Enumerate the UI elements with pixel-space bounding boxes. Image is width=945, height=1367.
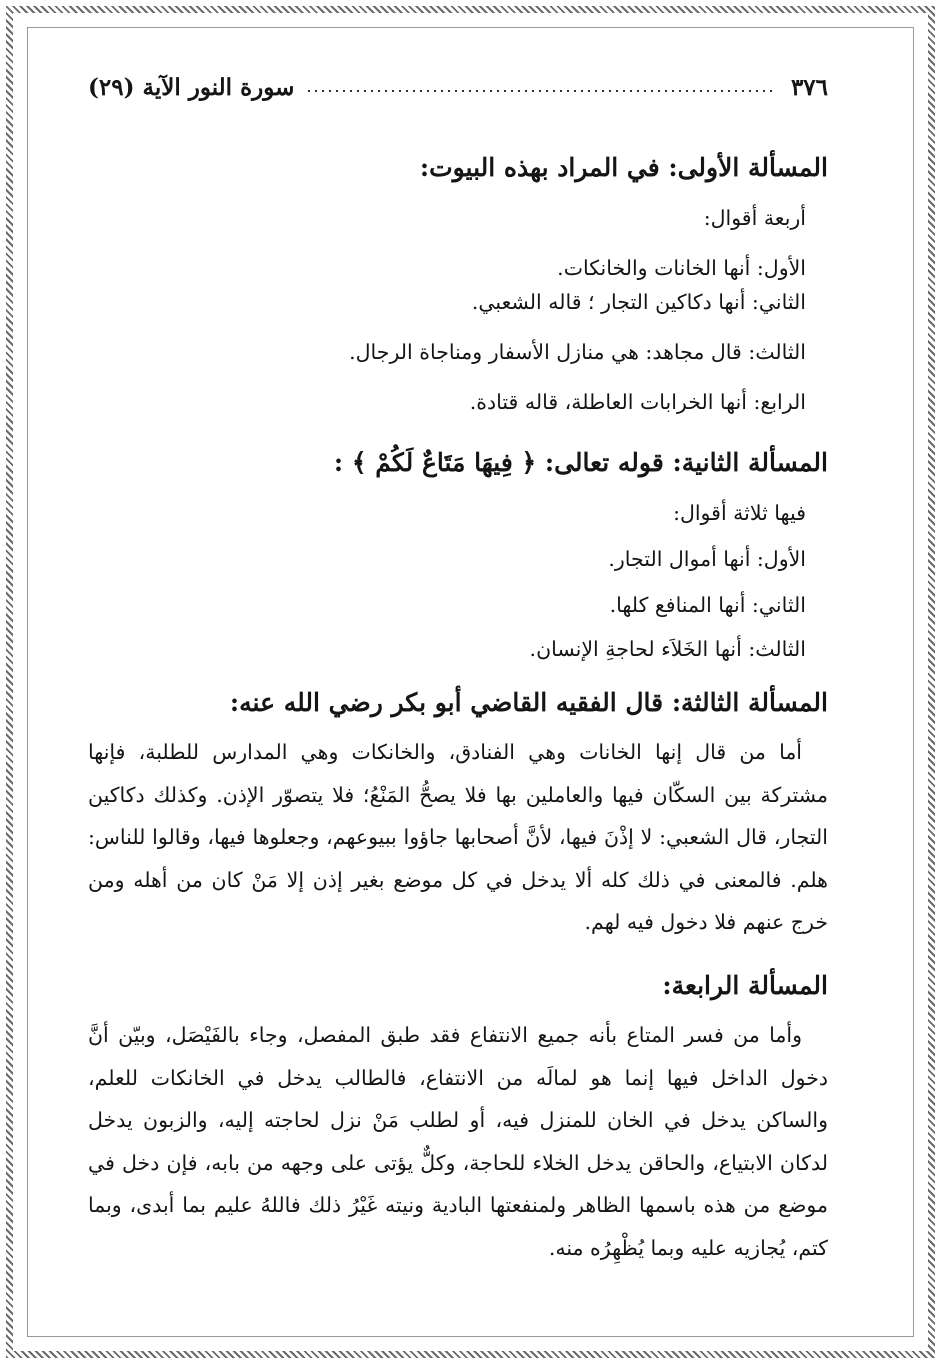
section-3-paragraph: أما من قال إنها الخانات وهي الفنادق، والخانكات وهي المدارس للطلبة، فإنها مشتركة بين السكّان فيها والعاملين بها فلا يصحُّ المَنْعُ؛ فلا يتصوّر الإذن. وكذلك دكاكين التجار، قال الشعبي: لا إذْنَ فيها، لأنَّ أصحابها جاؤوا ببيوعهم، وجعلوها فيها، وقالوا للناس: هلم. فالمعنى في ذلك كله ألا يدخل في كل موضع بغير إذن إلا مَنْ كان من أهله ومن خرج عنهم فلا دخول فيه لهم. (88, 740, 828, 934)
section-3-heading: المسألة الثالثة: قال الفقيه القاضي أبو بكر رضي الله عنه: (229, 688, 828, 717)
section-1-item-2: الثاني: أنها دكاكين التجار ؛ قاله الشعبي. (471, 290, 806, 314)
page-content (88, 62, 828, 1260)
section-1-item-3: الثالث: قال مجاهد: هي منازل الأسفار ومناجاة الرجال. (349, 340, 806, 364)
section-2-item-2: الثاني: أنها المنافع كلها. (609, 593, 806, 617)
section-2 (88, 445, 828, 663)
section-2-heading-colon: : (333, 448, 344, 477)
section-4-heading: المسألة الرابعة: (662, 971, 828, 1000)
quran-verse: ﴿ فِيهَا مَتَاعٌ لَكُمْ ﴾ (351, 448, 537, 477)
section-2-item-3: الثالث: أنها الخَلاَء لحاجةِ الإنسان. (529, 637, 806, 661)
section-4 (88, 968, 828, 1269)
section-2-heading (88, 445, 828, 481)
running-header (88, 62, 828, 112)
surah-title: سورة النور الآية (٢٩) (88, 73, 295, 101)
section-1-heading: المسألة الأولى: في المراد بهذه البيوت: (419, 153, 828, 182)
section-2-intro: فيها ثلاثة أقوال: (673, 501, 806, 525)
section-2-heading-text: المسألة الثانية: قوله تعالى: (544, 448, 828, 477)
section-1-item-1: الأول: أنها الخانات والخانكات. (557, 256, 806, 280)
section-3 (88, 685, 828, 944)
section-2-item-1: الأول: أنها أموال التجار. (608, 547, 806, 571)
section-4-paragraph: وأما من فسر المتاع بأنه جميع الانتفاع فقد طبق المفصل، وجاء بالفَيْصَل، وبيّن أنَّ دخول الداخل فيها إنما هو لمالَه من الانتفاع، فالطالب يدخل في الخانكات للعلم، والساكن يدخل في الخان للمنزل فيه، أو لطلب مَنْ نزل لحاجته إليه، والزبون يدخل لدكان الابتياع، والحاقن يدخل الخلاء للحاجة، وكلٌّ يؤتى على وجهه من بابه، فإن دخل في موضع من هذه باسمها الظاهر ولمنفعتها البادية ونيته غَيْرُ ذلك فاللهُ عليم بما أبدى، وبما كتم، يُجازيه عليه وبما يُظْهِرُه منه. (88, 1023, 828, 1260)
header-dot-leader (308, 90, 777, 92)
page-number: ٣٧٦ (790, 73, 828, 101)
section-1 (88, 150, 828, 416)
section-1-intro: أربعة أقوال: (703, 206, 806, 230)
section-1-item-4: الرابع: أنها الخرابات العاطلة، قاله قتادة. (469, 390, 806, 414)
